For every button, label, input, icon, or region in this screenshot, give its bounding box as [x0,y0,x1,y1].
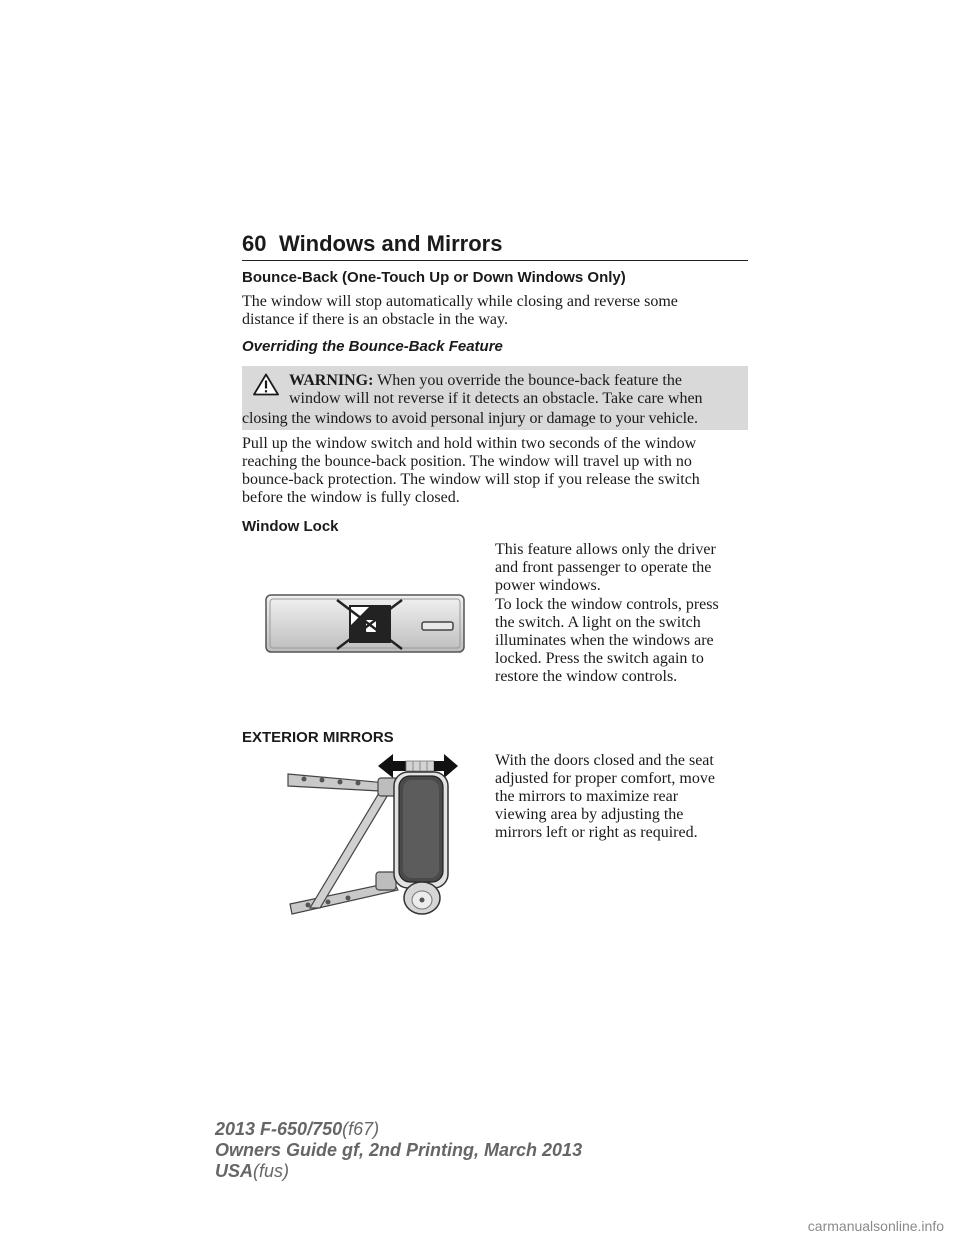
warning-text: When you override the bounce-back feature the [377,372,682,389]
exterior-mirrors-body [495,752,715,842]
body-line: adjusted for proper comfort, move [495,770,715,787]
footer-line-3 [215,1161,289,1182]
body-line: power windows. [495,577,601,594]
footer-region: USA [215,1161,254,1181]
body-line: locked. Press the switch again to [495,650,704,667]
body-line: mirrors left or right as required. [495,824,698,841]
exterior-mirrors-heading: EXTERIOR MIRRORS [242,729,394,746]
body-line: viewing area by adjusting the [495,806,684,823]
body-line: the mirrors to maximize rear [495,788,679,805]
window-lock-para1 [495,541,716,595]
watermark: carmanualsonline.info [807,1218,944,1234]
switch-indicator-light [422,622,453,630]
body-line: restore the window controls. [495,668,678,685]
footer-region-code: (fus) [253,1161,290,1181]
warning-label: WARNING: [289,372,374,389]
section-title: Windows and Mirrors [279,231,503,256]
window-lock-heading: Window Lock [242,518,339,535]
body-line: The window will stop automatically while closing and reverse some [242,293,678,310]
body-line: illuminates when the windows are [495,632,714,649]
header-divider [242,260,748,261]
footer-model-code: (f67) [342,1119,380,1139]
warning-triangle-icon [253,373,279,396]
body-line: This feature allows only the driver [495,541,716,558]
body-line: distance if there is an obstacle in the way. [242,311,508,328]
body-line: To lock the window controls, press [495,596,719,613]
footer-model: 2013 F-650/750 [215,1119,343,1139]
body-line: the switch. A light on the switch [495,614,701,631]
body-line: With the doors closed and the seat [495,752,714,769]
body-line: and front passenger to operate the [495,559,712,576]
page-number: 60 [242,231,267,256]
bounce-back-body [242,293,678,329]
warning-line-2: window will not reverse if it detects an obstacle. Take care when [289,390,703,407]
footer-line-1 [215,1119,379,1140]
override-body [242,435,700,507]
override-heading: Overriding the Bounce-Back Feature [242,338,503,355]
warning-line-1 [289,372,682,390]
body-line: before the window is fully closed. [242,489,460,506]
exterior-mirror-illustration [282,752,458,920]
page-header [242,231,748,261]
footer-line-2: Owners Guide gf, 2nd Printing, March 2013 [215,1140,583,1160]
warning-line-3: closing the windows to avoid personal injury or damage to your vehicle. [242,410,698,427]
body-line: bounce-back protection. The window will stop if you release the switch [242,471,700,488]
window-lock-para2 [495,596,719,686]
bounce-back-heading: Bounce-Back (One-Touch Up or Down Windows Only) [242,269,626,286]
window-lock-switch-illustration [265,594,465,654]
body-line: reaching the bounce-back position. The window will travel up with no [242,453,692,470]
body-line: Pull up the window switch and hold within two seconds of the window [242,435,697,452]
